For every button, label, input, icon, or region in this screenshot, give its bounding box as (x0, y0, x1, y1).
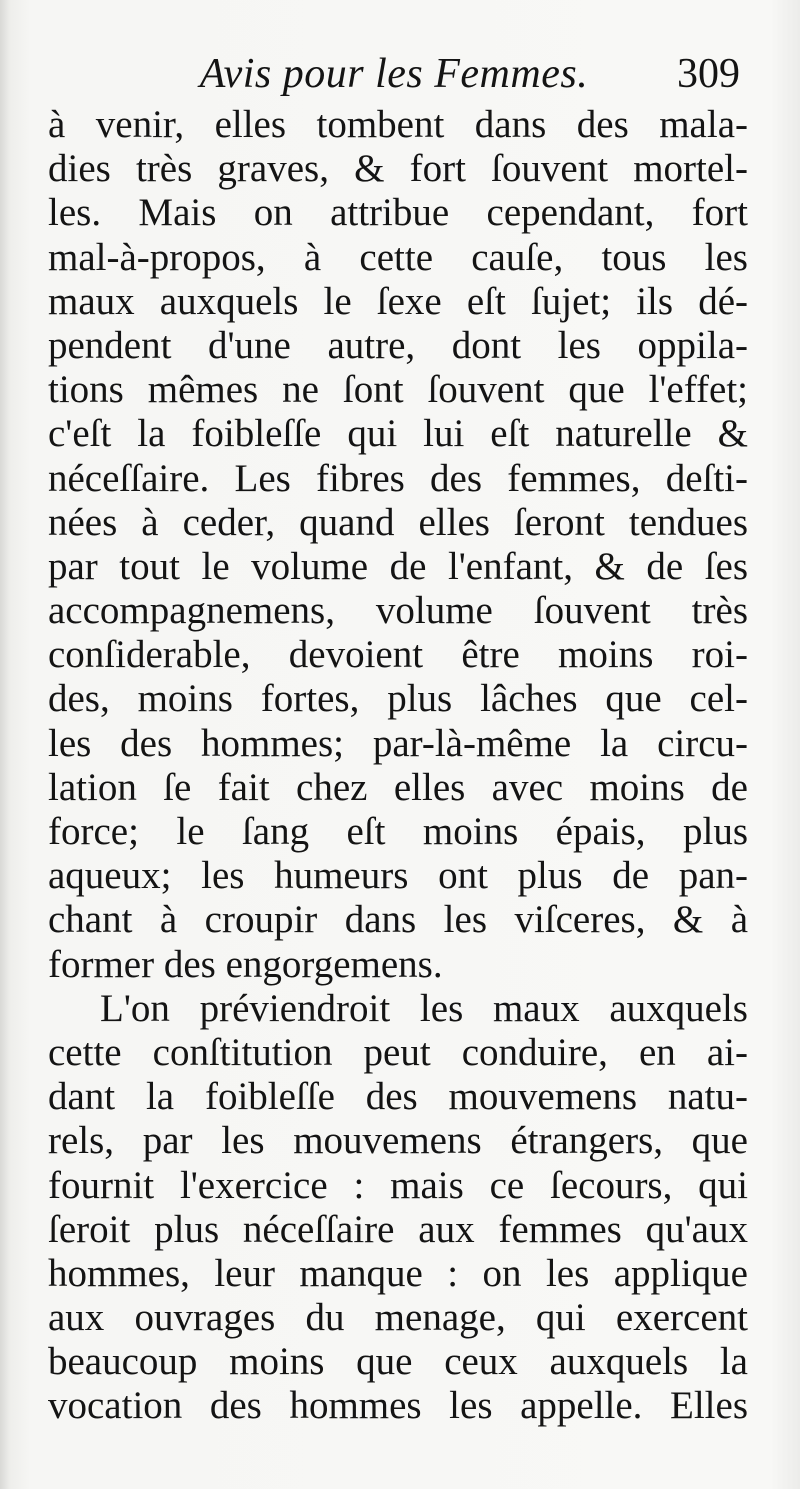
text-line: conſiderable, devoient être moins roi- (48, 633, 748, 677)
text-line: former des engorgemens. (48, 942, 443, 986)
page-number: 309 (677, 51, 740, 97)
text-line: les des hommes; par-là-même la circu- (48, 721, 748, 765)
text-line: L'on préviendroit les maux auxquels (100, 986, 748, 1030)
paragraph-2 (48, 987, 748, 1429)
text-line: beaucoup moins que ceux auxquels la (48, 1340, 748, 1384)
text-line: hommes, leur manque : on les applique (48, 1251, 748, 1295)
text-line: lation ſe fait chez elles avec moins de (48, 765, 748, 809)
text-line: c'eſt la foibleſſe qui lui eſt naturelle & (48, 412, 748, 456)
text-line: force; le ſang eſt moins épais, plus (48, 810, 748, 853)
text-line: tions mêmes ne ſont ſouvent que l'effet; (48, 368, 748, 412)
text-line: accompagnemens, volume ſouvent très (48, 589, 748, 633)
text-line: cette conſtitution peut conduire, en ai- (48, 1030, 748, 1074)
text-line: néceſſaire. Les fibres des femmes, deſti- (48, 456, 748, 500)
body-text (48, 103, 748, 1429)
paragraph-1 (48, 103, 748, 987)
text-line: chant à croupir dans les viſceres, & à (48, 898, 748, 942)
text-line: maux auxquels le ſexe eſt ſujet; ils dé- (48, 279, 748, 323)
text-line: mal-à-propos, à cette cauſe, tous les (48, 235, 748, 279)
text-line: fournit l'exercice : mais ce ſecours, qui (48, 1163, 748, 1207)
text-line: dies très graves, & fort ſouvent mortel- (48, 147, 748, 191)
text-line: rels, par les mouvemens étrangers, que (48, 1119, 748, 1163)
text-line: vocation des hommes les appelle. Elles (48, 1384, 748, 1428)
text-line: à venir, elles tombent dans des mala- (48, 103, 748, 146)
text-line: ſeroit plus néceſſaire aux femmes qu'aux (48, 1207, 748, 1251)
text-line: par tout le volume de l'enfant, & de ſes (48, 544, 748, 588)
text-line: aux ouvrages du menage, qui exercent (48, 1296, 748, 1340)
text-line: aqueux; les humeurs ont plus de pan- (48, 854, 748, 898)
text-line: pendent d'une autre, dont les oppila- (48, 323, 748, 367)
text-line: nées à ceder, quand elles ſeront tendues (48, 500, 748, 544)
text-line: les. Mais on attribue cependant, fort (48, 191, 748, 235)
text-line: des, moins fortes, plus lâches que cel- (48, 677, 748, 721)
running-title: Avis pour les Femmes. (199, 51, 589, 97)
text-line: dant la foibleſſe des mouvemens natu- (48, 1075, 748, 1119)
page-header (48, 40, 740, 100)
